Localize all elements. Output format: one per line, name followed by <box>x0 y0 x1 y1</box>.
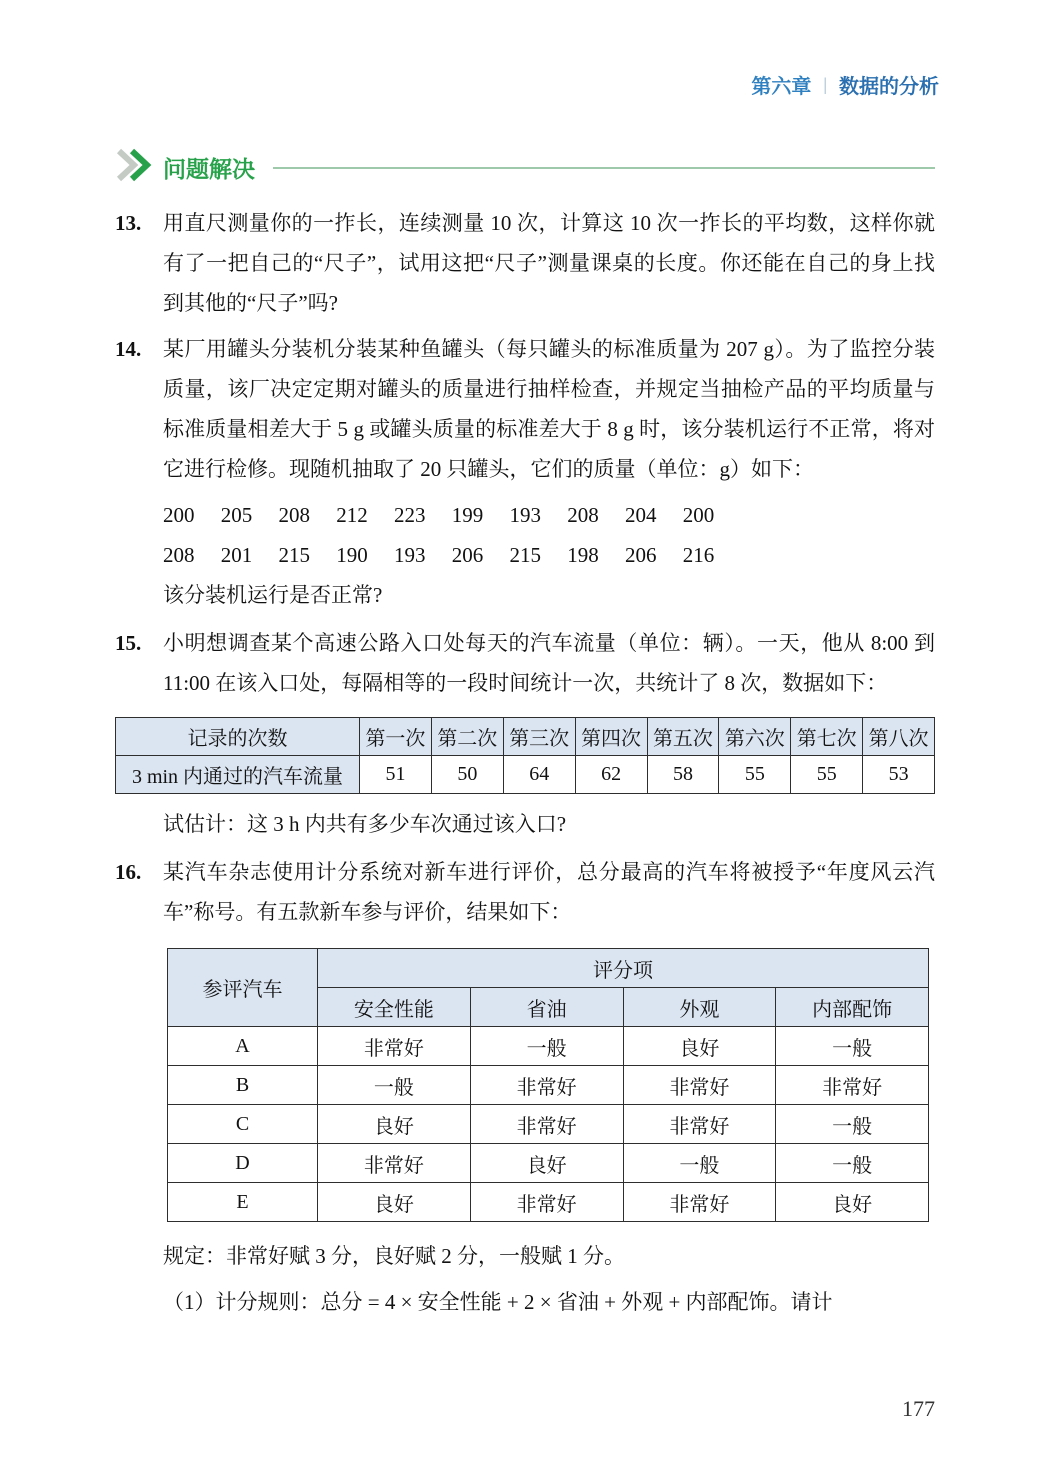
problem-15-number: 15. <box>115 631 142 655</box>
car-table-row <box>168 1144 929 1183</box>
car-id-cell: A <box>168 1027 318 1066</box>
traffic-table-header-cell: 第一次 <box>360 718 432 756</box>
rating-cell: 一般 <box>776 1144 929 1183</box>
traffic-table-data-row <box>116 756 935 794</box>
problem-15-text: 小明想调查某个高速公路入口处每天的汽车流量（单位：辆）。一天，他从 8:00 到 11:00 在该入口处，每隔相等的一段时间统计一次，共统计了 8 次，数据如下： <box>163 631 935 695</box>
page-content <box>115 148 935 1322</box>
rating-cell: 非常好 <box>623 1183 776 1222</box>
rating-cell: 良好 <box>318 1183 471 1222</box>
rating-cell: 非常好 <box>470 1183 623 1222</box>
traffic-table-header-cell: 第八次 <box>863 718 935 756</box>
traffic-table <box>115 717 935 794</box>
traffic-table-header-cell: 记录的次数 <box>116 718 360 756</box>
page-number: 177 <box>902 1396 935 1421</box>
car-table-col-header: 省油 <box>470 988 623 1027</box>
traffic-table-header-cell: 第五次 <box>647 718 719 756</box>
problem-15-question: 试估计：这 3 h 内共有多少车次通过该入口? <box>163 812 567 836</box>
car-table-col-header: 内部配饰 <box>776 988 929 1027</box>
header-divider: | <box>823 74 827 94</box>
rating-cell: 良好 <box>470 1144 623 1183</box>
chapter-number: 第六章 <box>751 76 812 98</box>
problem-14-question: 该分装机运行是否正常? <box>163 583 383 607</box>
problem-14-number: 14. <box>115 337 142 361</box>
section-title: 问题解决 <box>163 156 255 182</box>
double-chevron-icon <box>115 148 155 187</box>
car-table-row <box>168 1105 929 1144</box>
traffic-table-value-cell: 62 <box>575 756 647 794</box>
rating-cell: 良好 <box>623 1027 776 1066</box>
traffic-table-value-cell: 55 <box>719 756 791 794</box>
problem-15 <box>115 623 935 703</box>
problem-14-data-line-1: 200 205 208 212 223 199 193 208 204 200 <box>163 503 715 527</box>
problem-13-number: 13. <box>115 211 142 235</box>
traffic-table-value-cell: 51 <box>360 756 432 794</box>
problem-13 <box>115 203 935 323</box>
car-id-cell: D <box>168 1144 318 1183</box>
rating-cell: 非常好 <box>318 1027 471 1066</box>
car-id-cell: C <box>168 1105 318 1144</box>
car-table-row <box>168 1027 929 1066</box>
problem-16-sub1: （1）计分规则：总分 = 4 × 安全性能 + 2 × 省油 + 外观 + 内部配饰。请计 <box>163 1290 833 1314</box>
car-id-cell: B <box>168 1066 318 1105</box>
problem-14-text: 某厂用罐头分装机分装某种鱼罐头（每只罐头的标准质量为 207 g）。为了监控分装质量，该厂决定定期对罐头的质量进行抽样检查，并规定当抽检产品的平均质量与标准质量相差大于 5 g 或罐头质量的标准差大于 8 g 时，该分装机运行不正常，将对它进行检修。现随机抽取了 20 只罐头，它们的质量（单位：g）如下： <box>163 337 935 481</box>
car-table-group-header: 评分项 <box>318 949 929 988</box>
car-table-group-row <box>168 949 929 988</box>
traffic-table-value-cell: 64 <box>503 756 575 794</box>
traffic-table-value-cell: 55 <box>791 756 863 794</box>
rating-cell: 非常好 <box>470 1066 623 1105</box>
rating-cell: 非常好 <box>470 1105 623 1144</box>
chapter-title: 数据的分析 <box>839 76 939 98</box>
car-id-cell: E <box>168 1183 318 1222</box>
car-table-col-header: 外观 <box>623 988 776 1027</box>
traffic-table-header-cell: 第六次 <box>719 718 791 756</box>
problem-14 <box>115 329 935 489</box>
section-rule-line <box>273 167 935 169</box>
car-table-col-header: 安全性能 <box>318 988 471 1027</box>
rating-cell: 一般 <box>318 1066 471 1105</box>
car-rating-table <box>167 948 929 1222</box>
traffic-table-header-cell: 第三次 <box>503 718 575 756</box>
problem-16-text: 某汽车杂志使用计分系统对新车进行评价，总分最高的汽车将被授予“年度风云汽车”称号。有五款新车参与评价，结果如下： <box>163 860 935 924</box>
rating-cell: 一般 <box>623 1144 776 1183</box>
section-banner <box>115 148 935 187</box>
problem-13-text: 用直尺测量你的一拃长，连续测量 10 次，计算这 10 次一拃长的平均数，这样你就有了一把自己的“尺子”，试用这把“尺子”测量课桌的长度。你还能在自己的身上找到其他的“尺子”吗? <box>163 211 935 315</box>
rating-cell: 一般 <box>776 1027 929 1066</box>
problem-16 <box>115 852 935 932</box>
car-table-row <box>168 1066 929 1105</box>
rating-cell: 一般 <box>470 1027 623 1066</box>
rating-cell: 非常好 <box>318 1144 471 1183</box>
traffic-table-value-cell: 53 <box>863 756 935 794</box>
rating-cell: 一般 <box>776 1105 929 1144</box>
problem-14-data-line-2: 208 201 215 190 193 206 215 198 206 216 <box>163 543 715 567</box>
traffic-table-header-row <box>116 718 935 756</box>
problem-16-number: 16. <box>115 860 142 884</box>
problem-16-rule: 规定：非常好赋 3 分，良好赋 2 分，一般赋 1 分。 <box>163 1244 625 1268</box>
rating-cell: 良好 <box>776 1183 929 1222</box>
rating-cell: 非常好 <box>623 1105 776 1144</box>
traffic-table-header-cell: 第二次 <box>431 718 503 756</box>
traffic-table-value-cell: 58 <box>647 756 719 794</box>
car-table-row <box>168 1183 929 1222</box>
chapter-header <box>751 70 939 99</box>
rating-cell: 非常好 <box>776 1066 929 1105</box>
traffic-table-header-cell: 第四次 <box>575 718 647 756</box>
car-table-corner-cell: 参评汽车 <box>168 949 318 1027</box>
rating-cell: 非常好 <box>623 1066 776 1105</box>
traffic-table-value-cell: 50 <box>431 756 503 794</box>
traffic-table-header-cell: 第七次 <box>791 718 863 756</box>
traffic-table-row-label: 3 min 内通过的汽车流量 <box>116 756 360 794</box>
rating-cell: 良好 <box>318 1105 471 1144</box>
